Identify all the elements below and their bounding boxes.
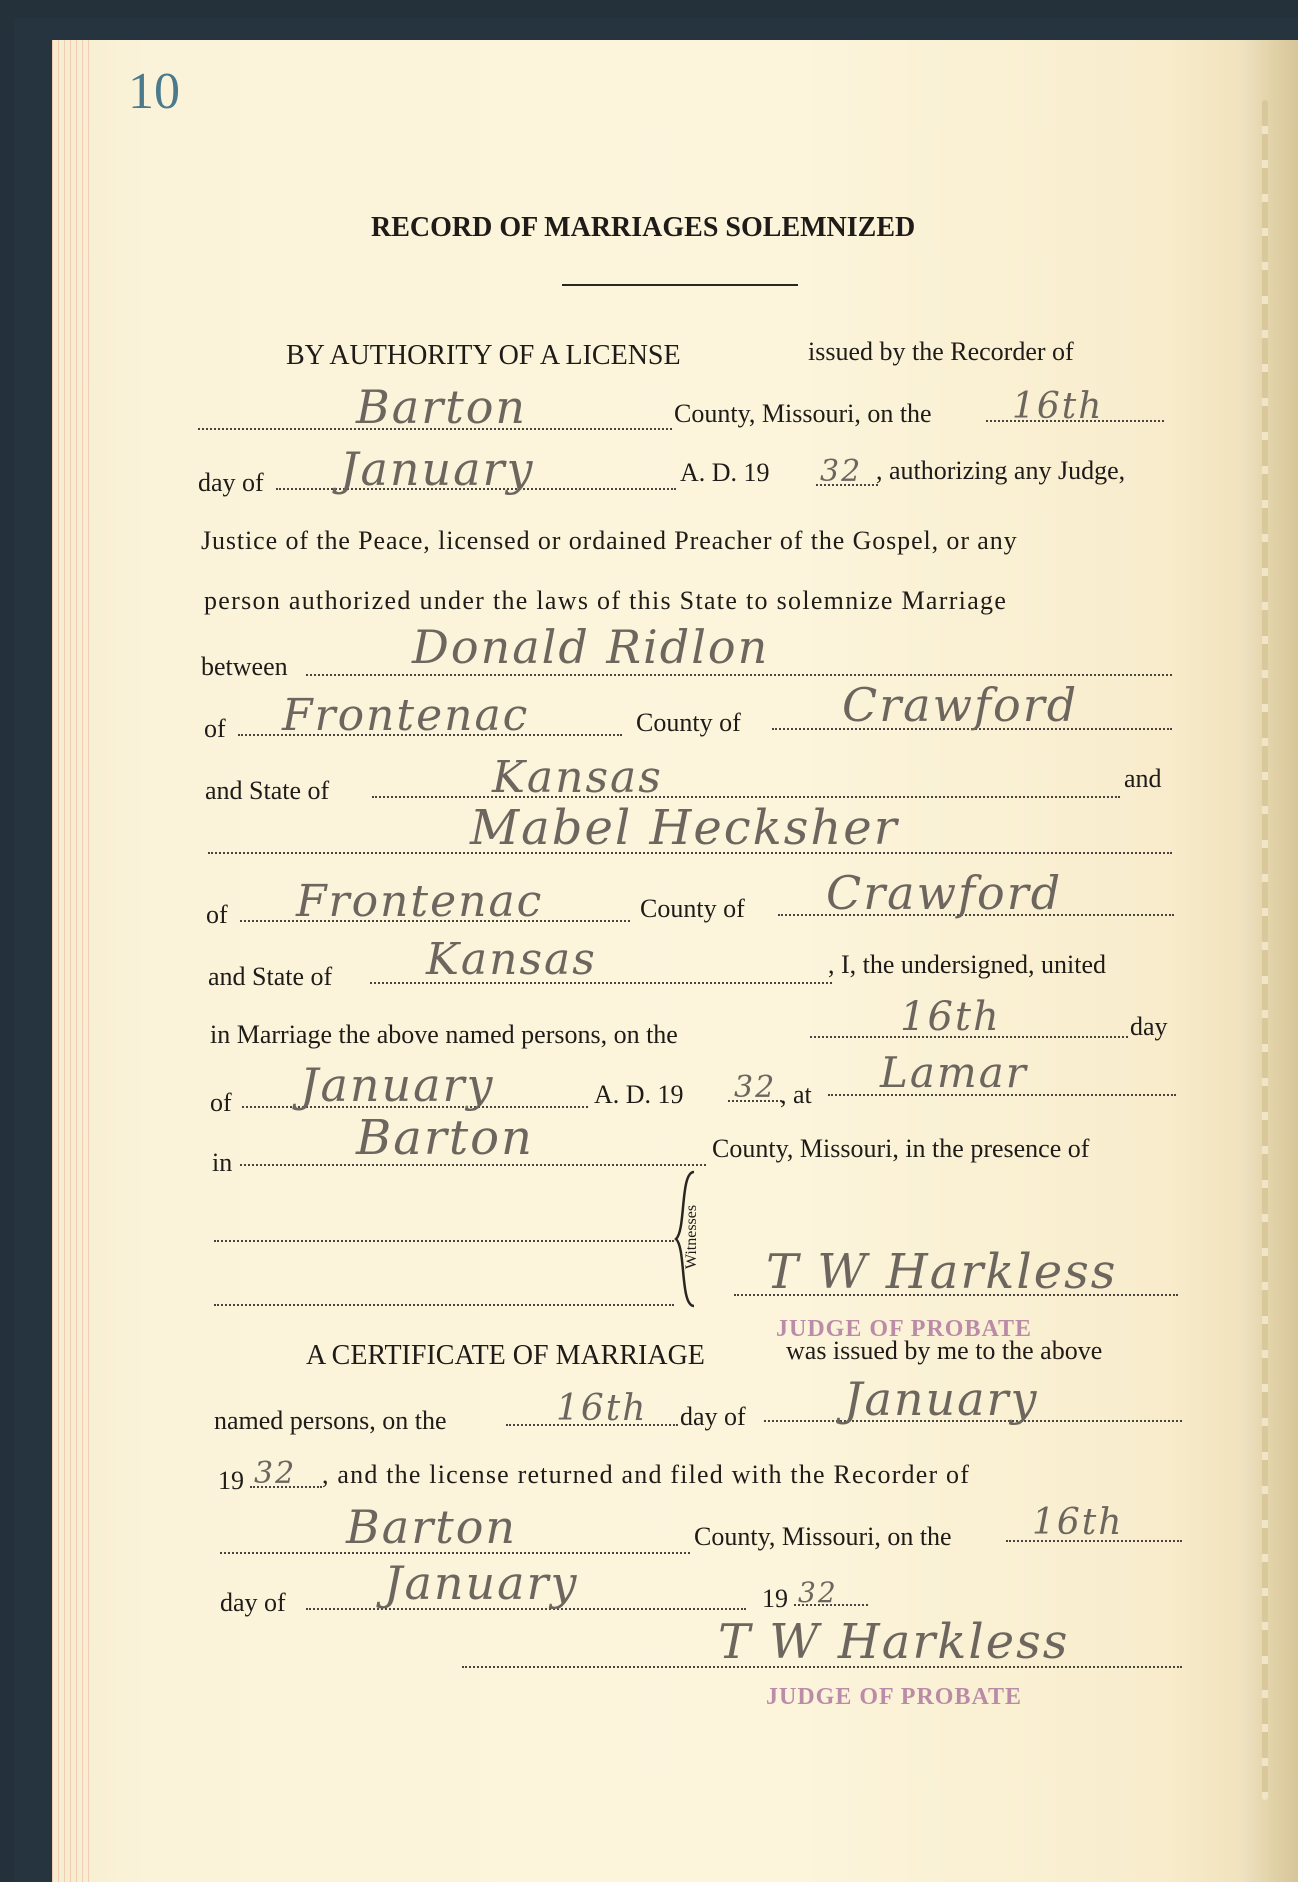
of-text-3: of [210,1088,232,1117]
judge-signature-hand: T W Harkless [718,1614,1070,1670]
groom-state-hand: Kansas [492,752,663,803]
page-number: 10 [128,63,180,120]
of-text-2: of [206,900,228,929]
groom-line [306,674,1172,676]
marriage-place-hand: Lamar [880,1048,1028,1097]
in-text: in [212,1148,233,1177]
judge-stamp-2: JUDGE OF PROBATE [766,1684,1023,1710]
title-rule [562,284,798,286]
marriage-year-hand: 32 [734,1070,777,1105]
date-hand-1: 16th [1012,386,1104,427]
day-text: day [1130,1012,1168,1041]
marriage-county-hand: Barton [356,1110,534,1166]
witness-line-1 [214,1240,674,1242]
day-of-text-2: day of [680,1402,746,1431]
and-state-of-text-2: and State of [208,962,333,991]
witnesses-label: Witnesses [683,1204,701,1270]
page-edge-lines [52,40,92,1882]
was-issued-text: was issued by me to the above [786,1336,1103,1365]
undersigned-text: , I, the undersigned, united [828,950,1106,979]
page-title: RECORD OF MARRIAGES SOLEMNIZED [371,212,916,243]
cert-month-hand: January [844,1372,1039,1426]
judge-stamp-1: JUDGE OF PROBATE [776,1316,1033,1342]
filed-year-hand: 32 [798,1576,838,1609]
day-of-text-1: day of [198,468,264,497]
year-hand-1: 32 [820,454,863,489]
by-authority-text: BY AUTHORITY OF A LICENSE [286,340,681,371]
month-hand-1: January [340,442,535,496]
county-hand-1: Barton [356,380,528,434]
year-prefix-text-2: 19 [762,1584,788,1613]
ad-text-2: A. D. 19 [594,1080,684,1109]
cert-day-hand: 16th [556,1388,648,1429]
certificate-heading: A CERTIFICATE OF MARRIAGE [306,1340,705,1371]
groom-name-hand: Donald Ridlon [412,620,770,674]
officiant-signature-hand: T W Harkless [766,1244,1118,1300]
book-gutter [1240,40,1298,1882]
authorizing-text: , authorizing any Judge, [876,456,1126,485]
and-state-of-text-1: and State of [205,776,330,805]
groom-state-line [372,796,1120,798]
and-text: and [1124,764,1162,793]
bride-name-hand: Mabel Hecksher [470,800,899,856]
filed-day-hand: 16th [1032,1502,1124,1543]
county-missouri-text-2: County, Missouri, on the [694,1522,952,1551]
county-of-text-1: County of [636,708,741,737]
justice-line-text: Justice of the Peace, licensed or ordained Preacher of the Gospel, or any [201,526,1018,555]
marriage-day-hand: 16th [900,994,1001,1040]
license-returned-text: , and the license returned and filed with the Recorder of [322,1460,971,1489]
witness-line-2 [214,1304,674,1306]
binding-stitch [1262,100,1268,1800]
bride-town-hand: Frontenac [296,876,544,927]
county-missouri-text-1: County, Missouri, on the [674,399,932,428]
day-of-text-3: day of [220,1588,286,1617]
marriage-month-hand: January [300,1058,495,1112]
filed-county-hand: Barton [346,1500,518,1554]
named-persons-text: named persons, on the [214,1406,447,1435]
cert-year-hand: 32 [254,1456,297,1491]
filed-month-hand: January [384,1556,579,1610]
groom-county-hand: Crawford [842,678,1079,732]
presence-of-text: County, Missouri, in the presence of [712,1134,1090,1163]
bride-state-hand: Kansas [426,934,597,985]
at-text: , at [780,1080,812,1109]
ad-text-1: A. D. 19 [680,458,770,487]
bride-county-hand: Crawford [826,866,1063,920]
between-text: between [201,652,288,681]
county-of-text-2: County of [640,894,745,923]
in-marriage-text: in Marriage the above named persons, on the [210,1020,678,1049]
issued-by-text: issued by the Recorder of [808,337,1074,366]
person-line-text: person authorized under the laws of this State to solemnize Marriage [204,586,1008,615]
of-text-1: of [204,714,226,743]
groom-town-hand: Frontenac [282,690,530,741]
year-prefix-text: 19 [218,1466,244,1495]
